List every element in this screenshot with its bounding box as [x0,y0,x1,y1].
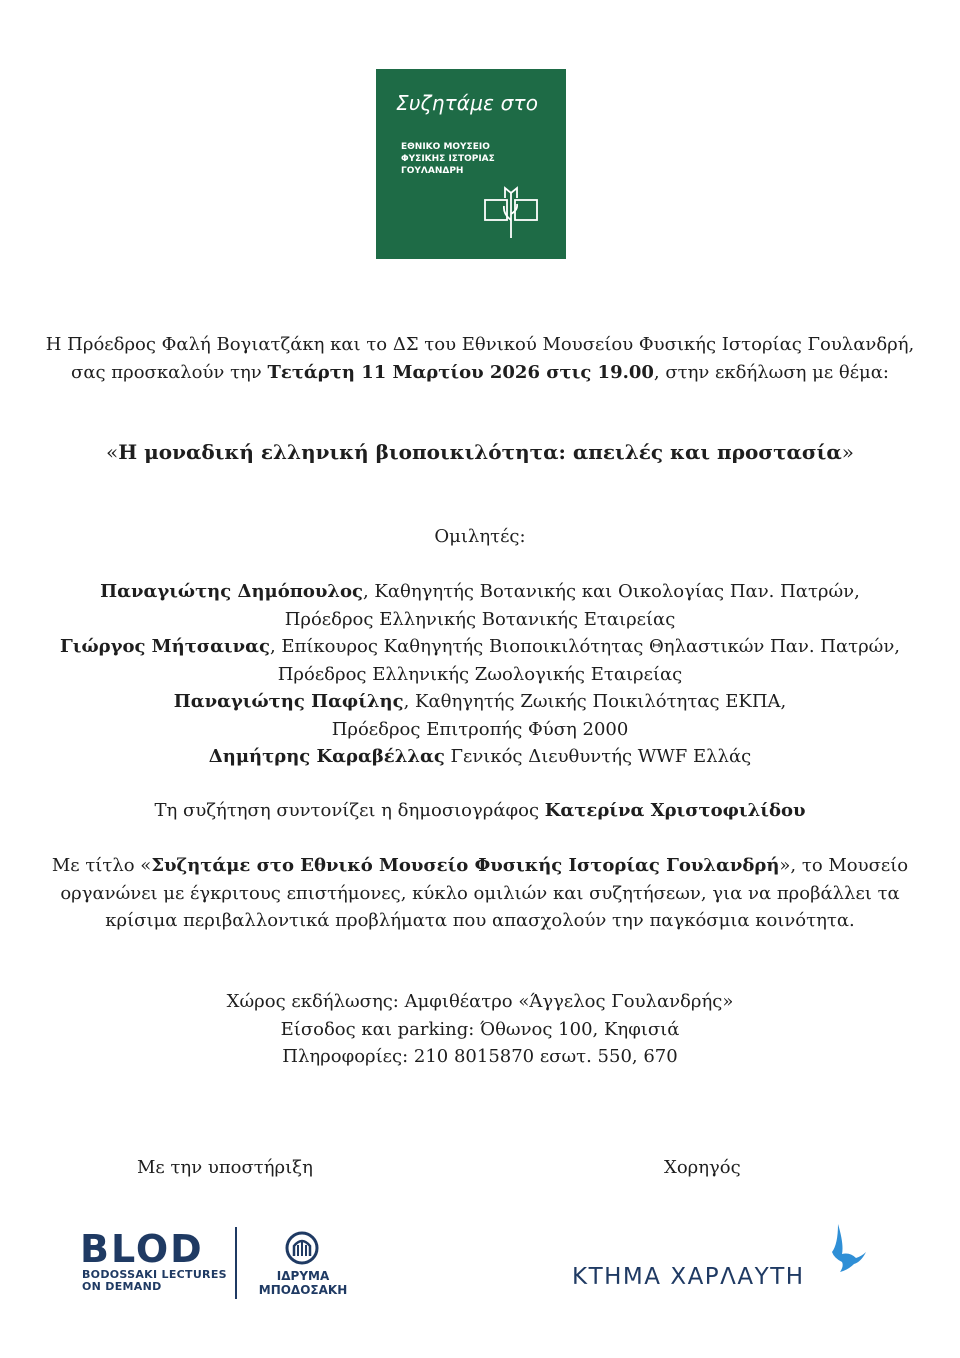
event-date: Τετάρτη 11 Μαρτίου 2026 στις 19.00 [267,361,654,383]
series-title: Συζητάμε στο Εθνικό Μουσείο Φυσικής Ιστορίας Γουλανδρή [151,855,780,876]
venue-info [0,988,960,1071]
about-paragraph: Με τίτλο «Συζητάμε στο Εθνικό Μουσείο Φυσικής Ιστορίας Γουλανδρή», το Μουσείο οργανώνει με έγκριτους επιστήμονες, κύκλο ομιλιών και συζητήσεων, για να προβάλλει τα κρίσιμα περιβαλλοντικά προβλήματα που απασχολούν την παγκόσμια κοινότητα. [51,855,909,931]
intro-line-2: σας προσκαλούν την Τετάρτη 11 Μαρτίου 2026 στις 19.00, στην εκδήλωση με θέμα: [71,361,889,383]
theme-title: Η μοναδική ελληνική βιοποικιλότητα: απειλές και προστασία [118,440,842,464]
venue-entrance: Είσοδος και parking: Όθωνος 100, Κηφισιά [280,1018,680,1040]
support-label: Με την υποστήριξη [137,1157,313,1178]
speaker-line: Παναγιώτης Δημόπουλος, Καθηγητής Βοτανικής και Οικολογίας Παν. Πατρών, [100,581,860,602]
book-sprout-icon [484,184,538,240]
intro-paragraph [0,331,960,386]
venue-phone: Πληροφορίες: 210 8015870 εσωτ. 550, 670 [282,1046,678,1067]
speaker-role-line: Πρόεδρος Ελληνικής Ζωολογικής Εταιρείας [277,663,683,685]
bird-icon [828,1222,868,1274]
blod-subtitle: BODOSSAKI LECTURES ON DEMAND [82,1268,227,1293]
sponsor-name: ΚΤΗΜΑ ΧΑΡΛΑΥΤΗ [572,1264,805,1290]
sponsor-logo [572,1222,872,1292]
speakers-label: Ομιλητές: [434,526,526,547]
intro-line-1: Η Πρόεδρος Φαλή Βογιατζάκη και το ΔΣ του Εθνικού Μουσείου Φυσικής Ιστορίας Γουλανδρή, [45,334,915,355]
speaker-name: Γιώργος Μήτσαινας [59,636,270,657]
blod-wordmark: BLOD [80,1227,204,1271]
foundation-emblem-icon [285,1231,319,1265]
speaker-name: Δημήτρης Καραβέλλας [208,746,445,767]
venue-place: Χώρος εκδήλωσης: Αμφιθέατρο «Άγγελος Γουλανδρής» [226,991,734,1012]
moderator-name: Κατερίνα Χριστοφιλίδου [544,800,806,821]
speaker-role-line: Πρόεδρος Επιτροπής Φύση 2000 [331,718,629,740]
logo-subtitle: ΕΘΝΙΚΟ ΜΟΥΣΕΙΟ ΦΥΣΙΚΗΣ ΙΣΤΟΡΙΑΣ ΓΟΥΛΑΝΔΡΗ [401,142,495,176]
speaker-line: Παναγιώτης Παφίλης, Καθηγητής Ζωικής Ποικιλότητας ΕΚΠΑ, [173,691,787,712]
sponsor-label: Χορηγός [664,1157,741,1178]
speakers-list [0,578,960,771]
event-theme: «Η μοναδική ελληνική βιοποικιλότητα: απειλές και προστασία» [106,440,854,464]
speaker-line: Γιώργος Μήτσαινας, Επίκουρος Καθηγητής Βιοποικιλότητας Θηλαστικών Παν. Πατρών, [59,636,901,657]
speaker-name: Παναγιώτης Παφίλης [173,691,404,712]
museum-logo [376,69,566,259]
speaker-name: Παναγιώτης Δημόπουλος [100,581,363,602]
blod-logo [80,1227,380,1303]
speaker-role-line: Πρόεδρος Ελληνικής Βοτανικής Εταιρείας [284,608,676,630]
logo-title: Συζητάμε στο [396,91,539,115]
foundation-name: ΙΔΡΥΜΑ ΜΠΟΔΟΣΑΚΗ [258,1269,348,1297]
speaker-line: Δημήτρης Καραβέλλας Γενικός Διευθυντής WWF Ελλάς [208,746,752,767]
moderator-line: Τη συζήτηση συντονίζει η δημοσιογράφος Κατερίνα Χριστοφιλίδου [154,800,806,821]
logo-divider [235,1227,237,1299]
